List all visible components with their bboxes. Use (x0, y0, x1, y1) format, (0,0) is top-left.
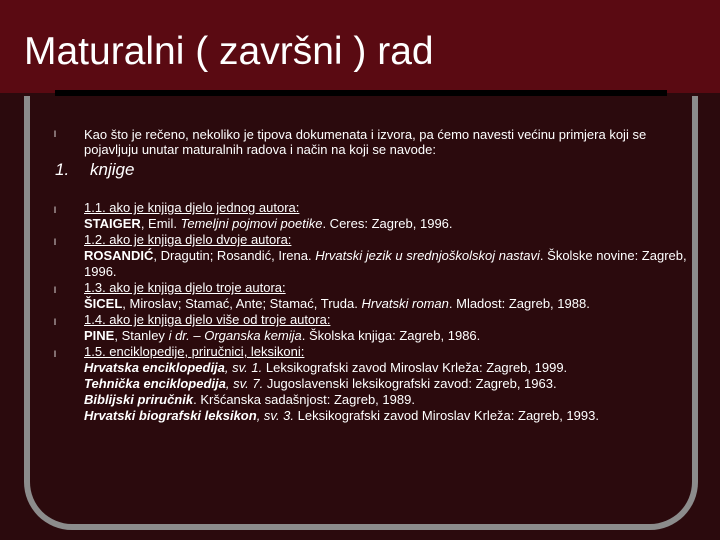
citation: ROSANDIĆ, Dragutin; Rosandić, Irena. Hrvatski jezik u srednjoškolskoj nastavi. Školske novine: Zagreb, 1996. (84, 248, 687, 279)
citation: ŠICEL, Miroslav; Stamać, Ante; Stamać, Truda. Hrvatski roman. Mladost: Zagreb, 1988. (84, 296, 590, 311)
intro-text: Kao što je rečeno, nekoliko je tipova dokumenata i izvora, pa ćemo navesti većinu primjera koji se pojavljuju unutar maturalnih radova i način na koji se navode: (84, 127, 647, 157)
item-heading: 1.3. ako je knjiga djelo troje autora: (84, 280, 286, 295)
list-item (54, 344, 694, 424)
reference-entry: Hrvatski biografski leksikon, sv. 3. Leksikografski zavod Miroslav Krleža: Zagreb, 1993. (84, 408, 599, 423)
reference-entry: Biblijski priručnik. Kršćanska sadašnjost: Zagreb, 1989. (84, 392, 415, 407)
citation: STAIGER, Emil. Temeljni pojmovi poetike. Ceres: Zagreb, 1996. (84, 216, 453, 231)
list-item (54, 200, 694, 232)
list-item (54, 232, 694, 280)
section-title: knjige (90, 160, 135, 179)
bullet-icon: l (54, 285, 56, 295)
item-heading: 1.1. ako je knjiga djelo jednog autora: (84, 200, 300, 215)
slide-title: Maturalni ( završni ) rad (24, 30, 434, 73)
citation: PINE, Stanley i dr. – Organska kemija. Školska knjiga: Zagreb, 1986. (84, 328, 481, 343)
list-item (54, 280, 694, 312)
bullet-icon: l (54, 237, 56, 247)
intro-paragraph (54, 127, 694, 157)
item-heading: 1.4. ako je knjiga djelo više od troje autora: (84, 312, 331, 327)
reference-entry: Hrvatska enciklopedija, sv. 1. Leksikografski zavod Miroslav Krleža: Zagreb, 1999. (84, 360, 568, 375)
bullet-icon: l (54, 205, 56, 215)
section-heading (55, 160, 134, 180)
list-item (54, 312, 694, 344)
bullet-icon: l (54, 129, 56, 139)
item-heading: 1.5. enciklopedije, priručnici, leksikoni: (84, 344, 305, 359)
citation-list (54, 200, 694, 424)
bullet-icon: l (54, 317, 56, 327)
bullet-icon: l (54, 349, 56, 359)
section-number: 1. (55, 160, 70, 179)
reference-entry: Tehnička enciklopedija, sv. 7. Jugoslavenski leksikografski zavod: Zagreb, 1963. (84, 376, 557, 391)
item-heading: 1.2. ako je knjiga djelo dvoje autora: (84, 232, 292, 247)
